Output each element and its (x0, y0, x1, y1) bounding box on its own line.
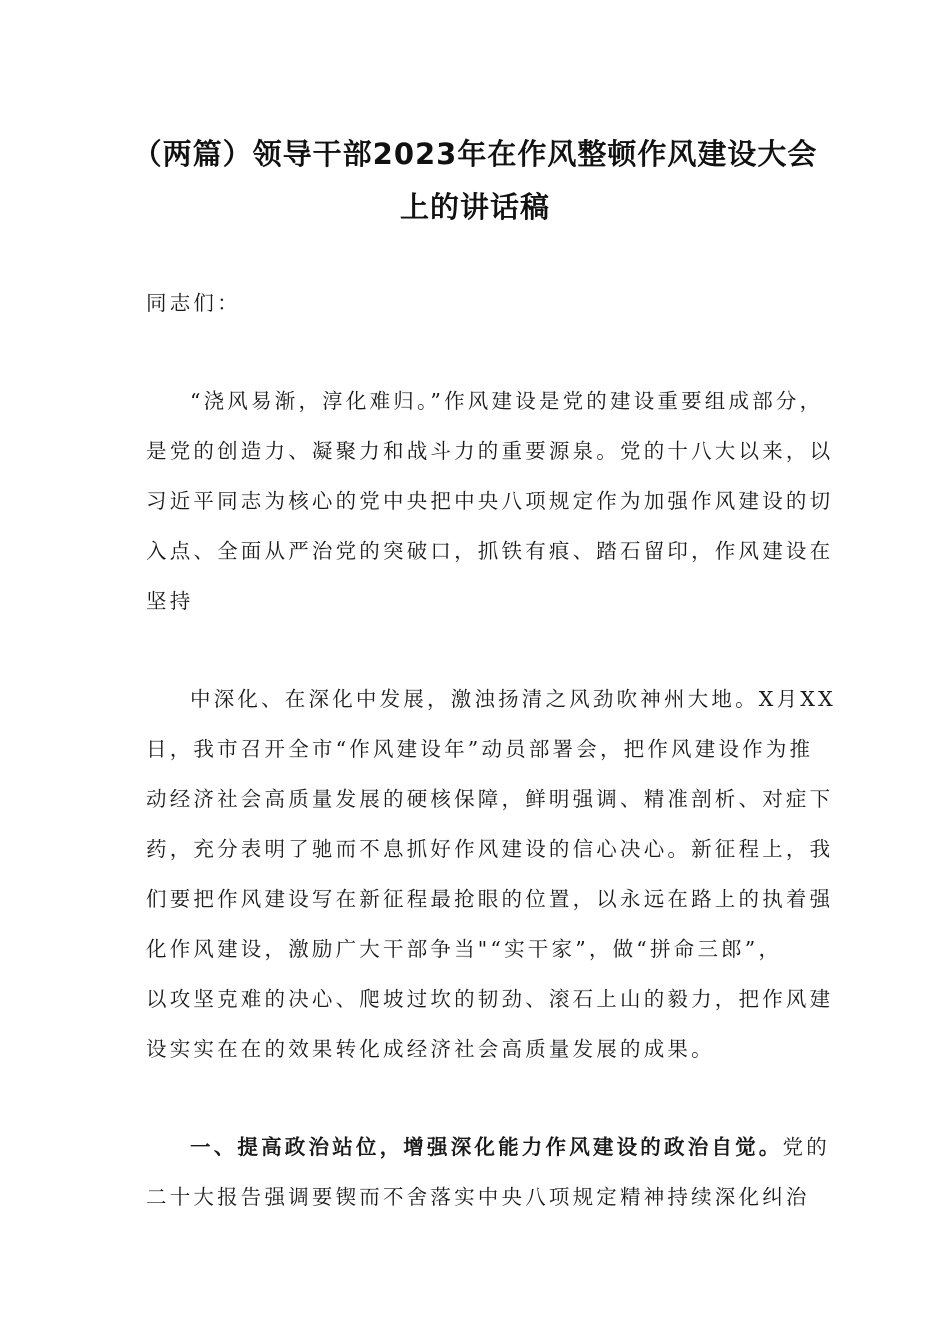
paragraph-1-line-5: 坚持 (146, 589, 194, 613)
paragraph-1-line-4: 入点、全面从严治党的突破口，抓铁有痕、踏石留印，作风建设在 (146, 539, 834, 563)
section-1-heading-line (190, 1137, 860, 1158)
paragraph-1-line-2: 是党的创造力、凝聚力和战斗力的重要源泉。党的十八大以来，以 (146, 439, 834, 463)
section-1-heading-tail: 党的 (782, 1135, 830, 1159)
paragraph-2-line-5: 们要把作风建设写在新征程最抢眼的位置，以永远在路上的执着强 (146, 887, 834, 911)
salutation: 同志们： (146, 291, 241, 315)
paragraph-2-line-7: 以攻坚克难的决心、爬坡过坎的韧劲、滚石上山的毅力，把作风建 (146, 987, 834, 1011)
paragraph-2-line-8: 设实实在在的效果转化成经济社会高质量发展的成果。 (146, 1037, 715, 1061)
paragraph-2-line-4: 药，充分表明了驰而不息抓好作风建设的信心决心。新征程上，我 (146, 837, 834, 861)
paragraph-2-line-1: 中深化、在深化中发展，激浊扬清之风劲吹神州大地。X月XX (190, 687, 836, 711)
document-title-line-1: （两篇）领导干部2023年在作风整顿作风建设大会 (132, 137, 818, 171)
paragraph-2-line-2: 日，我市召开全市“作风建设年”动员部署会，把作风建设作为推 (146, 737, 814, 761)
document-title-line-2: 上的讲话稿 (399, 190, 550, 224)
paragraph-2-line-6: 化作风建设，激励广大干部争当"“实干家”，做“拼命三郎”， (146, 937, 783, 961)
section-1-continuation: 二十大报告强调要锲而不舍落实中央八项规定精神持续深化纠治 (146, 1185, 810, 1209)
paragraph-2-line-3: 动经济社会高质量发展的硬核保障，鲜明强调、精准剖析、对症下 (146, 787, 834, 811)
paragraph-1-line-1: “浇风易渐，淳化难归。”作风建设是党的建设重要组成部分， (190, 389, 824, 413)
paragraph-1-line-3: 习近平同志为核心的党中央把中央八项规定作为加强作风建设的切 (146, 489, 834, 513)
section-1-heading: 一、提高政治站位，增强深化能力作风建设的政治自觉。 (190, 1135, 783, 1159)
